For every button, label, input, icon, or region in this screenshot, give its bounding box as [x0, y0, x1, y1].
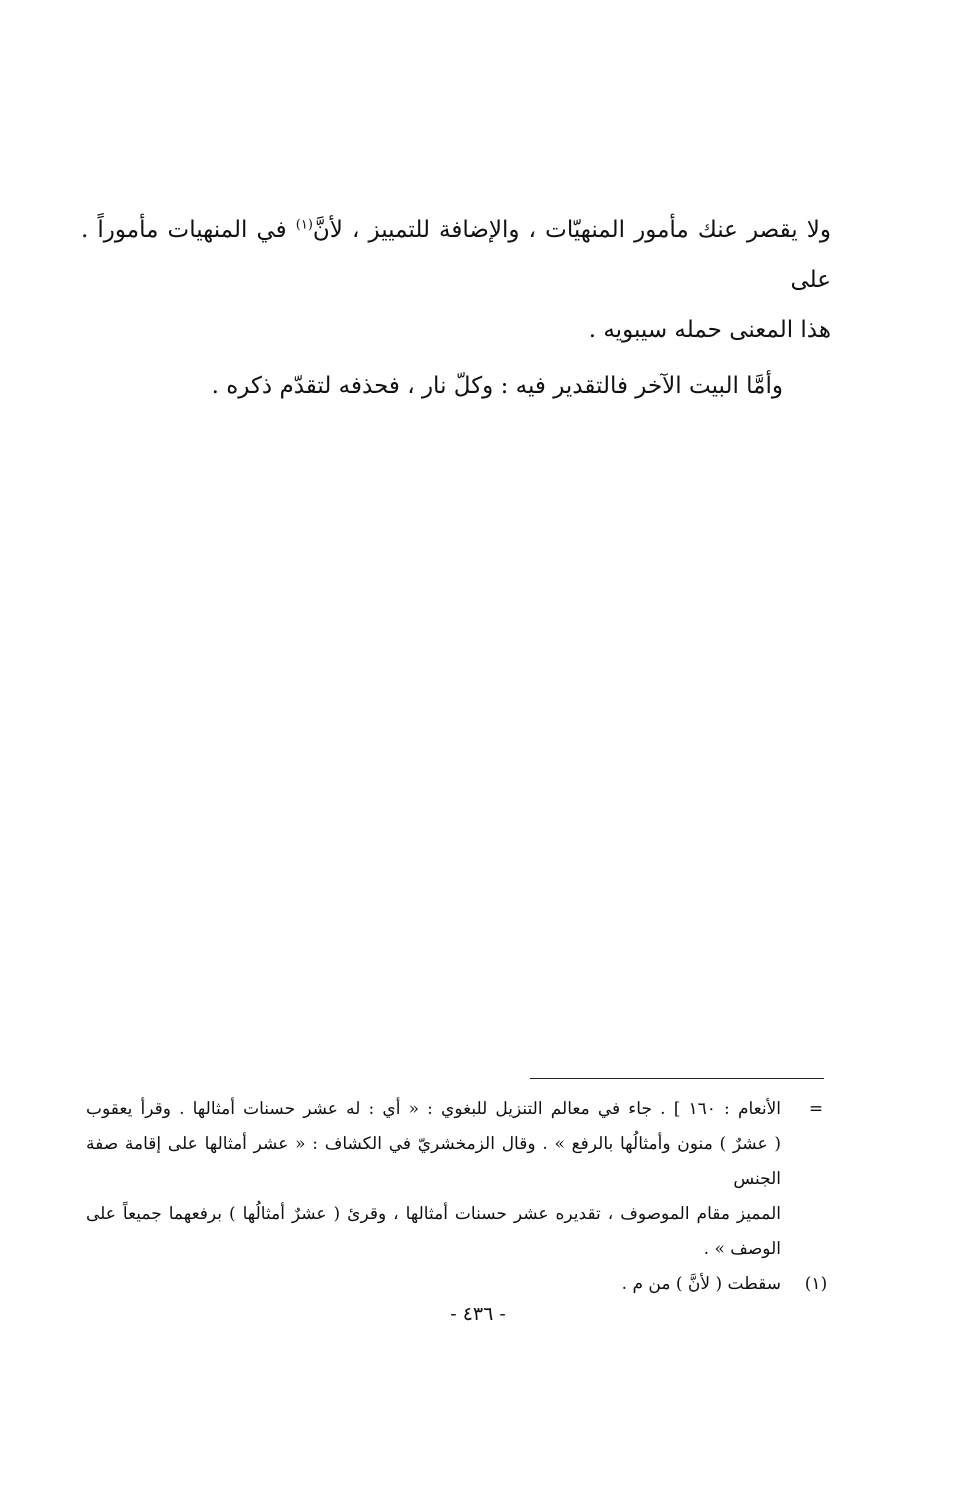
footnote-continuation-text	[86, 1092, 781, 1267]
footnote-1-line: سقطت ( لأنَّ ) من م .	[621, 1274, 781, 1294]
footnote-reference-1[interactable]: (١)	[295, 217, 313, 233]
paragraph-1	[81, 205, 831, 355]
footnote-separator	[530, 1078, 824, 1079]
paragraph-1-line-1-start: ولا يقصر عنك مأمور المنهيّات ، والإضافة للتمييز ، لأنَّ	[312, 217, 831, 243]
footnote-1	[86, 1267, 831, 1302]
paragraph-1-line-1	[81, 205, 831, 305]
footnote-1-text	[86, 1267, 781, 1302]
footnote-1-marker: (١)	[804, 1274, 828, 1294]
paragraph-1-line-1-end: في المنهيات مأموراً . على	[81, 217, 831, 293]
page-number: - ٤٣٦ -	[450, 1303, 506, 1325]
footnote-continuation	[86, 1092, 831, 1267]
paragraph-2: وأمَّا البيت الآخر فالتقدير فيه : وكلّ نار ، فحذفه لتقدّم ذكره .	[211, 373, 783, 399]
footnote-continuation-line-3: المميز مقام الموصوف ، تقديره عشر حسنات أمثالها ، وقرئ ( عشرٌ أمثالُها ) برفعهما جميعاً على	[86, 1204, 781, 1224]
footnote-continuation-line-1: الأنعام : ١٦٠ ] . جاء في معالم التنزيل للبغوي : « أي : له عشر حسنات أمثالها . وقرأ يعقوب	[86, 1099, 781, 1119]
paragraph-1-line-2: هذا المعنى حمله سيبويه .	[588, 317, 831, 343]
footnotes-section	[86, 1092, 831, 1302]
footnote-continuation-marker: =	[808, 1099, 824, 1119]
main-text	[81, 205, 831, 411]
footnote-continuation-line-4: الوصف » .	[703, 1239, 781, 1259]
footnote-continuation-line-2: ( عشرٌ ) منون وأمثالُها بالرفع » . وقال الزمخشريّ في الكشاف : « عشر أمثالها على إقامة صفة الجنس	[86, 1134, 781, 1189]
